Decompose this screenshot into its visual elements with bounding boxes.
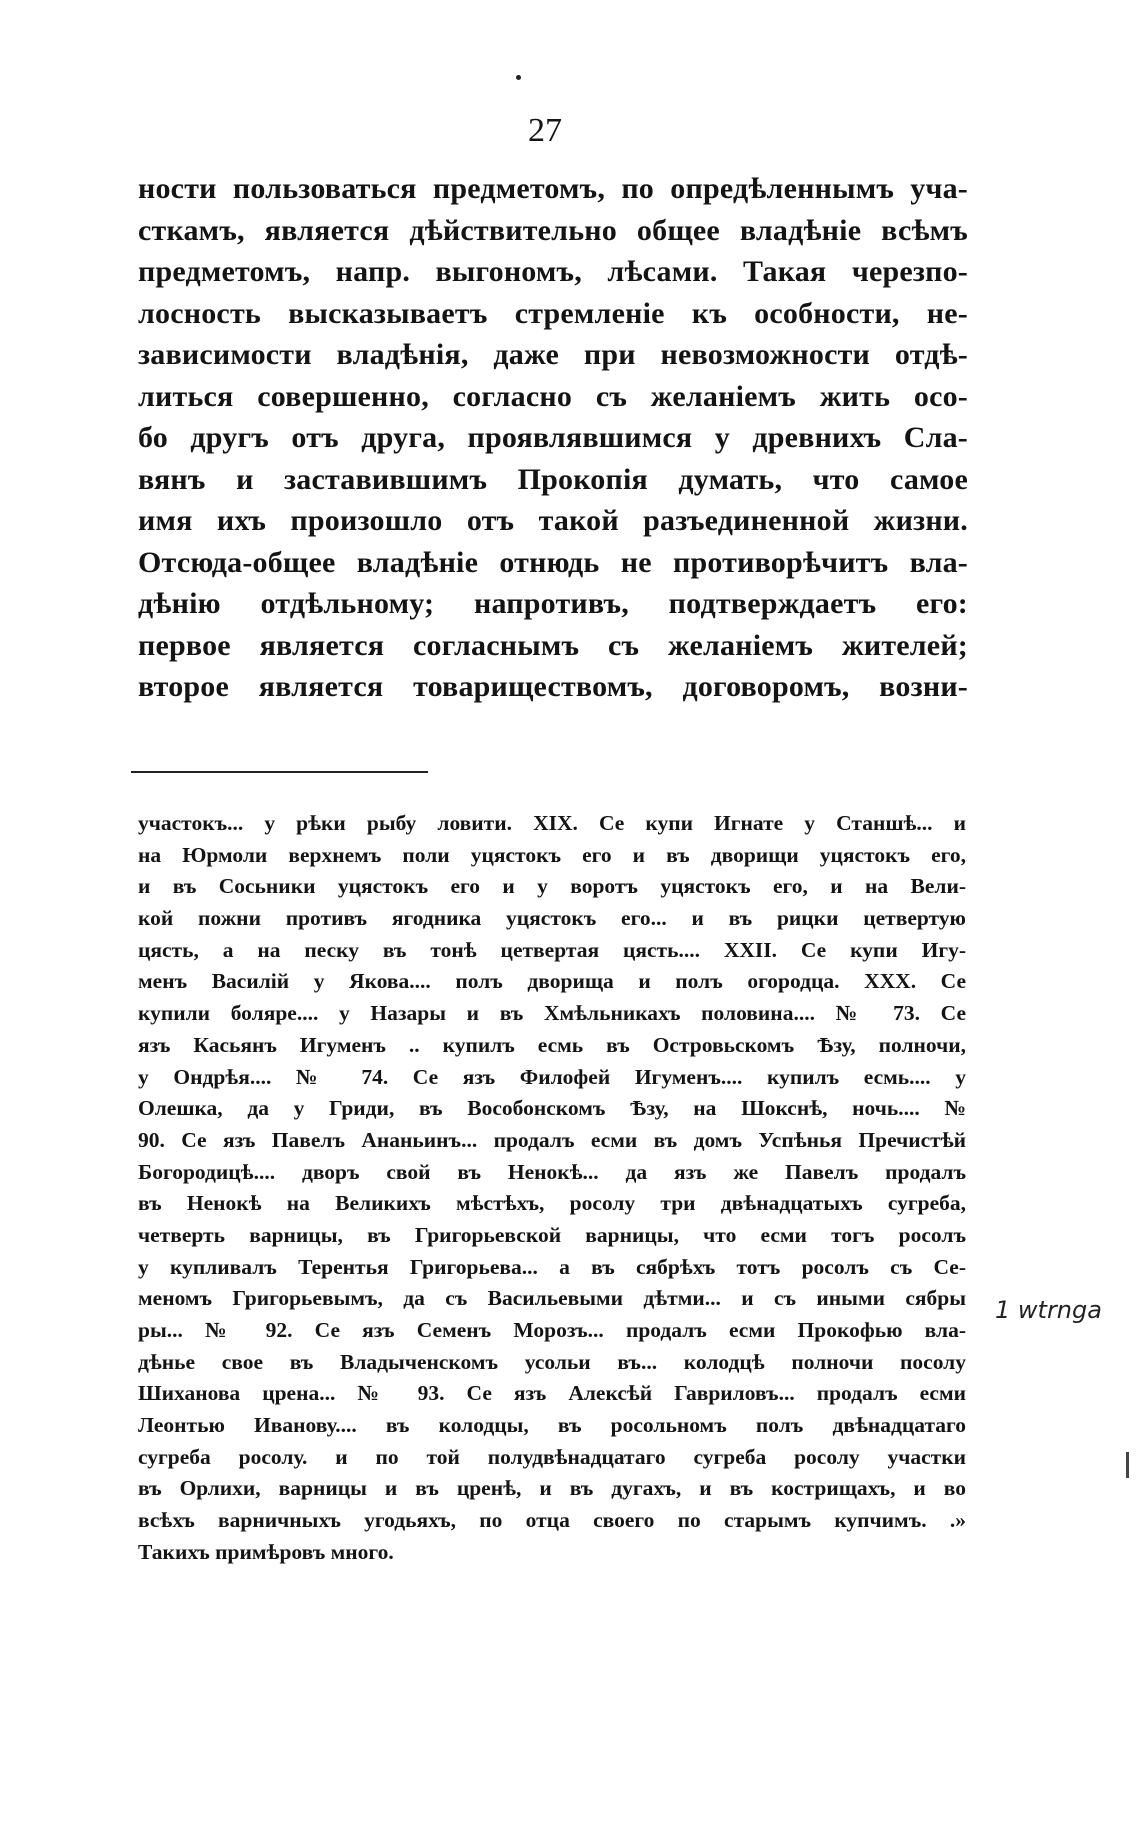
footnote-line: ры... № 92. Се язъ Семенъ Морозъ... продалъ есми Прокофью вла-	[138, 1318, 966, 1342]
footnote-line: всѣхъ варничныхъ угодьяхъ, по отца своего по старымъ купчимъ. .»	[138, 1508, 966, 1533]
footnote-line: 90. Се язъ Павелъ Ананьинъ... продалъ есми въ домъ Успѣнья Пречистѣй	[138, 1127, 966, 1152]
main-text-line: имя ихъ произошло отъ такой разъединенной жизни.	[138, 504, 968, 537]
main-text-line: вянъ и заставившимъ Прокопія думать, что самое	[138, 462, 968, 496]
footnote-line: Богородицѣ.... дворъ свой въ Ненокѣ... да язъ же Павелъ продалъ	[138, 1159, 966, 1184]
handwritten-margin-note: 1 wtrnga	[995, 1296, 1102, 1324]
footnote-line: на Юрмоли верхнемъ поли уцястокъ его и въ дворищи уцястокъ его,	[138, 842, 966, 867]
main-text-line: зависимости владѣнія, даже при невозможности отдѣ-	[138, 338, 968, 371]
footnote-line: язъ Касьянъ Игуменъ .. купилъ есмь въ Островьскомъ Ѣзу, полночи,	[138, 1032, 966, 1057]
page-number: 27	[528, 112, 562, 149]
margin-mark	[1126, 1452, 1129, 1478]
footnote-line: въ Орлихи, варницы и въ цренѣ, и въ дугахъ, и въ кострищахъ, и во	[138, 1476, 966, 1501]
main-text-line: ности пользоваться предметомъ, по опредѣленнымъ уча-	[138, 172, 968, 205]
footnote-line: въ Ненокѣ на Великихъ мѣстѣхъ, росолу три двѣнадцатыхъ сугреба,	[138, 1191, 966, 1216]
main-text-line: второе является товариществомъ, договоромъ, возни-	[138, 670, 968, 703]
footnote-line: купили боляре.... у Назары и въ Хмѣльникахъ половина.... № 73. Се	[138, 1001, 966, 1026]
footnote-line: цясть, а на песку въ тонѣ цетвертая цясть.... XXII. Се купи Игу-	[138, 937, 966, 962]
footnote-line: и въ Сосьники уцястокъ его и у воротъ уцястокъ его, и на Вели-	[138, 874, 966, 899]
main-text-line: предметомъ, напр. выгономъ, лѣсами. Такая черезпо-	[138, 255, 968, 288]
footnote-line: сугреба росолу. и по той полудвѣнадцатаго сугреба росолу участки	[138, 1444, 966, 1469]
main-text-line: Отсюда-общее владѣніе отнюдь не противорѣчитъ вла-	[138, 545, 968, 579]
footnote-line: у купливалъ Терентья Григорьева... а въ сябрѣхъ тотъ росолъ съ Се-	[138, 1254, 966, 1279]
footnote-separator-rule	[131, 771, 428, 773]
main-text-line: дѣнію отдѣльному; напротивъ, подтверждаетъ его:	[138, 587, 968, 620]
footnote-line: дѣнье свое въ Владыченскомъ усольи въ... колодцѣ полночи посолу	[138, 1349, 966, 1374]
main-text-line: первое является согласнымъ съ желаніемъ жителей;	[138, 628, 968, 662]
main-text-line: лосность высказываетъ стремленіе къ особности, не-	[138, 296, 968, 330]
main-text-line: бо другъ отъ друга, проявлявшимся у древнихъ Сла-	[138, 421, 968, 454]
top-dot-mark	[516, 75, 521, 80]
main-text-line: литься совершенно, согласно съ желаніемъ жить осо-	[138, 379, 968, 413]
footnote-line: четверть варницы, въ Григорьевской варницы, что есми тогъ росолъ	[138, 1222, 966, 1247]
footnote-line: меномъ Григорьевымъ, да съ Васильевыми дѣтми... и съ иными сябры	[138, 1286, 966, 1311]
footnote-line: Леонтью Иванову.... въ колодцы, въ росольномъ полъ двѣнадцатаго	[138, 1413, 966, 1438]
footnote-line: кой пожни противъ ягодника уцястокъ его... и въ рицки цетвертую	[138, 906, 966, 931]
footnote-line: Олешка, да у Гриди, въ Вособонскомъ Ѣзу, на Шокснѣ, ночь.... №	[138, 1096, 966, 1121]
footnote-line: Такихъ примѣровъ много.	[138, 1539, 394, 1564]
main-text-line: сткамъ, является дѣйствительно общее владѣніе всѣмъ	[138, 213, 968, 247]
footnote-line: Шиханова црена... № 93. Се язъ Алексѣй Гавриловъ... продалъ есми	[138, 1381, 966, 1406]
footnote-line: участокъ... у рѣки рыбу ловити. XIX. Се купи Игнате у Станшѣ... и	[138, 811, 966, 835]
main-text-block	[138, 168, 968, 708]
footnote-line: менъ Василій у Якова.... полъ дворища и полъ огородца. XXX. Се	[138, 969, 966, 994]
footnote-block	[138, 808, 966, 1569]
footnote-line: у Ондрѣя.... № 74. Се язъ Филофей Игуменъ.... купилъ есмь.... у	[138, 1064, 966, 1089]
